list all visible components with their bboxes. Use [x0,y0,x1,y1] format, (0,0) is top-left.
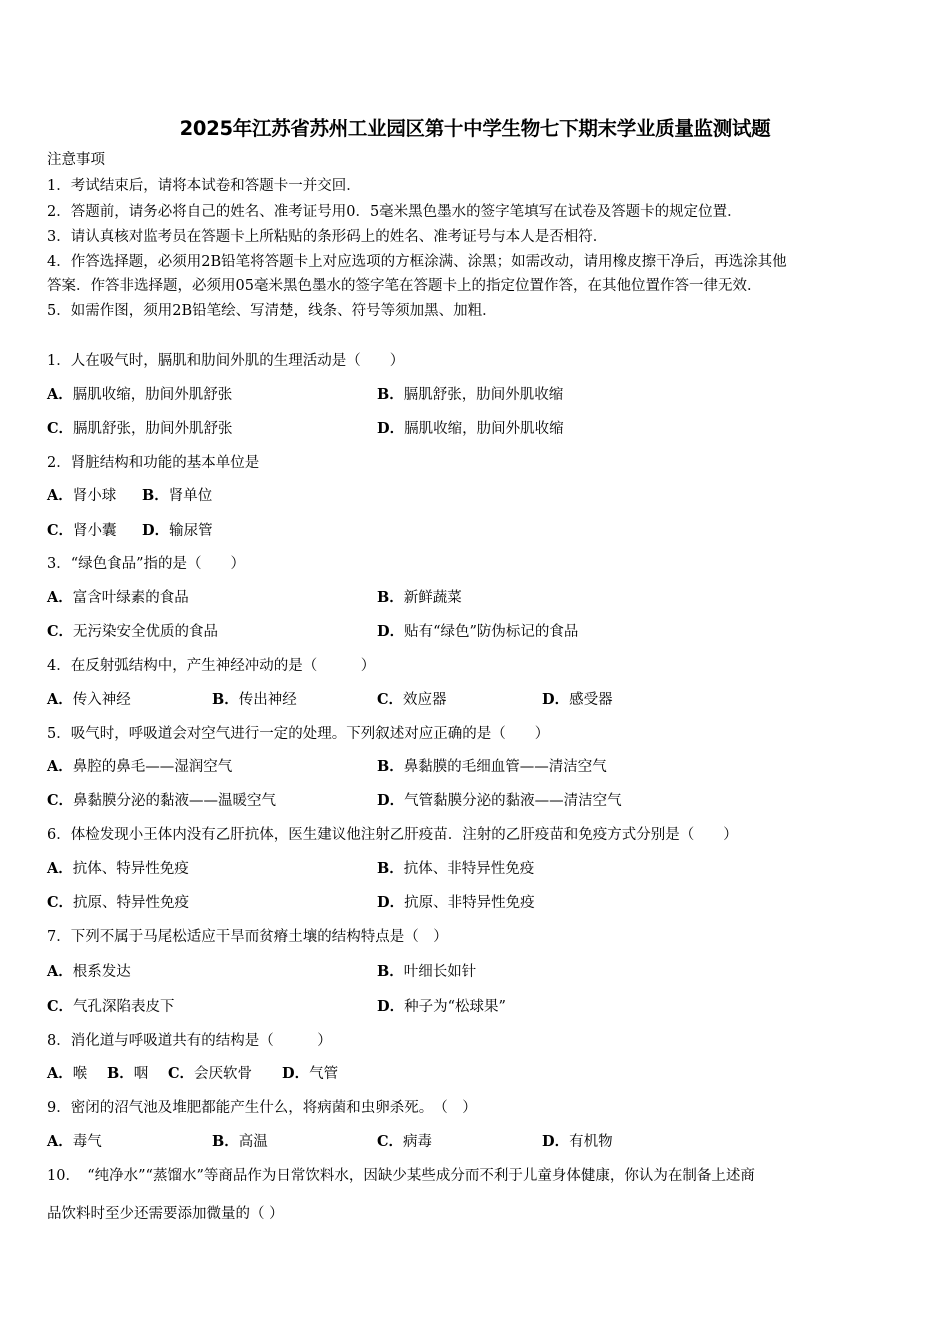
option-c: C．会厌软骨 [168,1065,253,1082]
page-title: 2025年江苏省苏州工业园区第十中学生物七下期末学业质量监测试题 [179,117,771,140]
option-a: A．富含叶绿素的食品 [47,589,189,606]
option-d: D．输尿管 [142,522,213,539]
option-c: C．肾小囊 [47,522,117,539]
option-d: D．有机物 [542,1133,613,1150]
notice-item: 答案．作答非选择题，必须用05毫米黑色墨水的签字笔在答题卡上的指定位置作答，在其他位置作答一律无效． [47,278,762,294]
option-a: A．毒气 [47,1133,102,1150]
option-d: D．种子为“松球果” [377,998,506,1015]
question-stem: 5．吸气时，呼吸道会对空气进行一定的处理。下列叙述对应正确的是（ ） [47,726,550,742]
option-b: B．鼻黏膜的毛细血管——清洁空气 [377,758,607,775]
option-d: D．感受器 [542,691,613,708]
notice-heading: 注意事项 [47,152,105,168]
option-b: B．肾单位 [142,487,213,504]
option-b: B．高温 [212,1133,268,1150]
question-stem: 1．人在吸气时，膈肌和肋间外肌的生理活动是（ ） [47,353,405,369]
option-a: A．喉 [47,1065,88,1082]
question-stem: 2．肾脏结构和功能的基本单位是 [47,455,260,471]
option-d: D．气管 [282,1065,339,1082]
option-c: C．气孔深陷表皮下 [47,998,175,1015]
option-c: C．无污染安全优质的食品 [47,623,219,640]
option-b: B．膈肌舒张，肋间外肌收缩 [377,386,564,403]
option-a: A．根系发达 [47,963,131,980]
question-stem: 9．密闭的沼气池及堆肥都能产生什么，将病菌和虫卵杀死。 （ ） [47,1100,477,1116]
question-stem: 3．“绿色食品”指的是（ ） [47,556,246,572]
option-c: C．鼻黏膜分泌的黏液——温暖空气 [47,792,277,809]
notice-item: 1．考试结束后，请将本试卷和答题卡一并交回． [47,178,361,194]
option-a: A．传入神经 [47,691,131,708]
option-c: C．抗原、特异性免疫 [47,894,190,911]
question-stem-continued: 品饮料时至少还需要添加微量的（ ） [47,1206,284,1222]
question-stem: 4．在反射弧结构中，产生神经冲动的是（ ） [47,658,376,674]
notice-item: 5．如需作图，须用2B铅笔绘、写清楚，线条、符号等须加黑、加粗． [47,303,497,319]
option-a: A．膈肌收缩，肋间外肌舒张 [47,386,233,403]
option-c: C．效应器 [377,691,447,708]
notice-item: 3．请认真核对监考员在答题卡上所粘贴的条形码上的姓名、准考证号与本人是否相符． [47,229,608,245]
option-d: D．贴有“绿色”防伪标记的食品 [377,623,579,640]
option-b: B．抗体、非特异性免疫 [377,860,535,877]
option-d: D．气管黏膜分泌的黏液——清洁空气 [377,792,622,809]
option-c: C．膈肌舒张，肋间外肌舒张 [47,420,233,437]
option-b: B．传出神经 [212,691,297,708]
option-b: B．新鲜蔬菜 [377,589,462,606]
option-b: B．咽 [107,1065,149,1082]
question-stem: 8．消化道与呼吸道共有的结构是（ ） [47,1033,332,1049]
option-c: C．病毒 [377,1133,433,1150]
notice-item: 2．答题前，请务必将自己的姓名、准考证号用0．5毫米黑色墨水的签字笔填写在试卷及答题卡的规定位置． [47,204,742,220]
question-stem: 7．下列不属于马尾松适应干旱而贫瘠土壤的结构特点是（ ） [47,929,448,945]
notice-item: 4．作答选择题，必须用2B铅笔将答题卡上对应选项的方框涂满、涂黑；如需改动，请用橡皮擦干净后，再选涂其他 [47,254,787,270]
question-stem: 6．体检发现小王体内没有乙肝抗体，医生建议他注射乙肝疫苗．注射的乙肝疫苗和免疫方式分别是（ ） [47,827,738,843]
option-d: D．膈肌收缩，肋间外肌收缩 [377,420,564,437]
option-d: D．抗原、非特异性免疫 [377,894,535,911]
option-a: A．抗体、特异性免疫 [47,860,189,877]
option-b: B．叶细长如针 [377,963,477,980]
question-stem: 10． “纯净水”“蒸馏水”等商品作为日常饮料水，因缺少某些成分而不利于儿童身体健康，你认为在制备上述商 [47,1168,755,1184]
option-a: A．肾小球 [47,487,117,504]
option-a: A．鼻腔的鼻毛——湿润空气 [47,758,233,775]
